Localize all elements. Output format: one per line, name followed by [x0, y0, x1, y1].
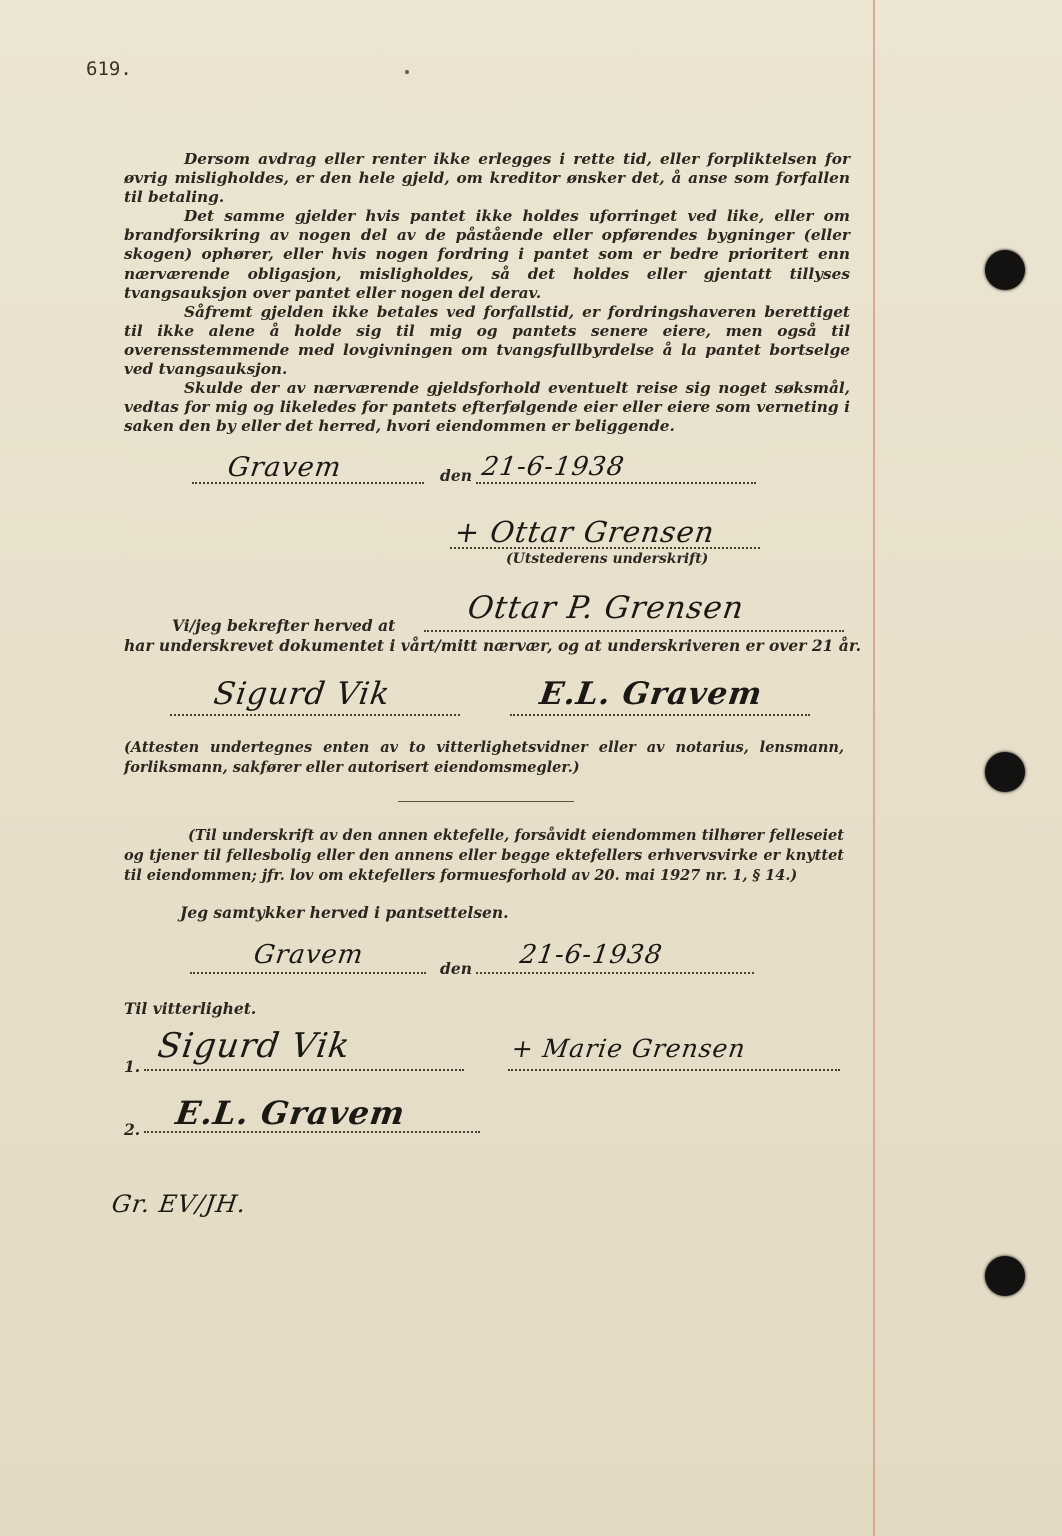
- witness-heading: Til vitterlighet.: [124, 999, 257, 1018]
- row-number: 2.: [124, 1120, 141, 1139]
- witness-line: [510, 714, 810, 716]
- margin-rule: [873, 0, 875, 1536]
- signature-line: [508, 1069, 840, 1071]
- witness-2-signature: E.L. Gravem: [537, 676, 765, 712]
- den-label: den: [440, 959, 472, 978]
- place-line: [190, 972, 426, 974]
- row2-witness-signature: E.L. Gravem: [173, 1094, 408, 1132]
- ink-dot: [405, 70, 409, 74]
- footer-annotation: Gr. EV/JH.: [110, 1190, 249, 1218]
- witness-statement-continuation: har underskrevet dokumentet i vårt/mitt nærvær, og at underskriveren er over 21 år.: [124, 636, 861, 655]
- witness-line: [170, 714, 460, 716]
- terms-paragraph: Dersom avdrag eller renter ikke erlegges i rette tid, eller forpliktelsen for øvrig misligholdes, er den hele gjeld, om kreditor ønsker det, å anse som forfallen til betaling.: [124, 150, 850, 207]
- witnessed-name-line: [424, 630, 844, 632]
- date-line: [476, 972, 754, 974]
- spouse-place: Gravem: [251, 940, 366, 970]
- issuer-date: 21-6-1938: [479, 452, 627, 482]
- punch-hole: [985, 250, 1025, 290]
- row1-witness-signature: Sigurd Vik: [155, 1026, 353, 1066]
- terms-paragraph: Skulde der av nærværende gjeldsforhold eventuelt reise sig noget søksmål, vedtas for mig og likeledes for pantets efterfølgende eier eller eiere som verneting i saken den by eller det herred, hvori eiendommen er beliggende.: [124, 379, 850, 436]
- spouse-date: 21-6-1938: [517, 940, 665, 970]
- section-divider: [398, 801, 574, 802]
- punch-hole: [985, 1256, 1025, 1296]
- den-label: den: [440, 466, 472, 485]
- date-line: [476, 482, 756, 484]
- witness-line: [144, 1069, 464, 1071]
- terms-paragraph: Såfremt gjelden ikke betales ved forfallstid, er fordringshaveren berettiget til ikke alene å holde sig til mig og pantets senere eiere, men også til overensstemmende med lovgivningen om tvangsfullbyrdelse å la pantet bortselge ved tvangsauksjon.: [124, 302, 850, 379]
- witnessed-name: Ottar P. Grensen: [465, 590, 747, 626]
- page-number: 619.: [86, 58, 132, 80]
- spouse-signature: + Marie Grensen: [509, 1034, 748, 1063]
- punch-hole: [985, 752, 1025, 792]
- spouse-note: (Til underskrift av den annen ektefelle, forsåvidt eiendommen tilhører felleseiet og tjener til fellesbolig eller den annens eller begge ektefellers erhvervsvirke er knyttet til eiendommen; jfr. lov om ektefellers formuesforhold av 20. mai 1927 nr. 1, § 14.): [124, 827, 844, 884]
- terms-text: [124, 150, 850, 436]
- row-number: 1.: [124, 1057, 141, 1076]
- witness-statement-prefix: Vi/jeg bekrefter herved at: [172, 616, 396, 635]
- witness-1-signature: Sigurd Vik: [211, 676, 393, 712]
- terms-paragraph: Det samme gjelder hvis pantet ikke holdes uforringet ved like, eller om brandforsikring av nogen del av de påstående eller opførendes bygninger (eller skogen) ophører, eller hvis nogen fordring i pantet som er bedre prioritert enn nærværende obligasjon, misligholdes, så det holdes eller gjentatt tillyses tvangsauksjon over pantet eller nogen del derav.: [124, 207, 850, 302]
- consent-text: Jeg samtykker herved i pantsettelsen.: [180, 903, 509, 922]
- signature-caption: (Utstederens underskrift): [506, 551, 709, 567]
- issuer-place: Gravem: [225, 452, 344, 483]
- issuer-signature: + Ottar Grensen: [452, 515, 717, 549]
- attestation-note: (Attesten undertegnes enten av to vitterlighetsvidner eller av notarius, lensmann, forliksmann, sakfører eller autorisert eiendomsmegler.): [124, 739, 844, 776]
